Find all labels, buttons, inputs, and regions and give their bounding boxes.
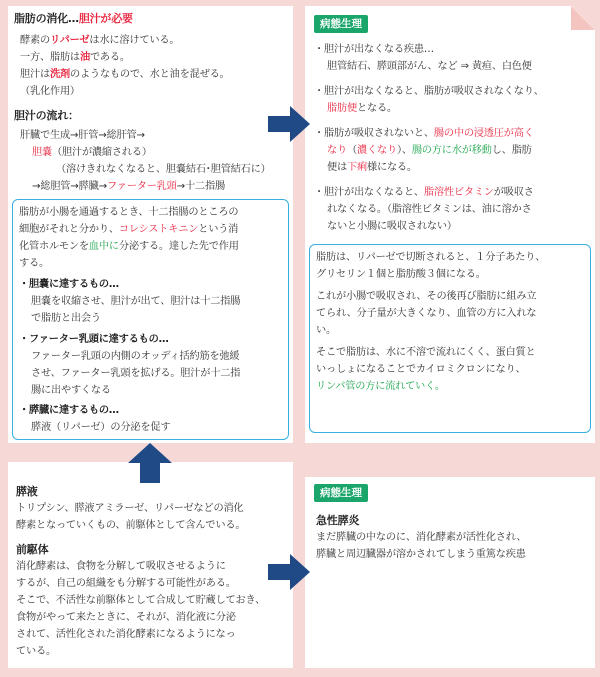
subheading: ・胆嚢に達するもの… (19, 279, 119, 290)
text-line: 一方、脂肪は油である。 (20, 52, 130, 63)
text-line: 胆管結石、膵頭部がん、など ⇒ 黄疸、白色便 (327, 61, 532, 72)
text-line: グリセリン１個と脂肪酸３個になる。 (316, 269, 486, 280)
text-line: これが小腸で吸収され、その後再び脂肪に組み立 (316, 291, 537, 302)
text-line: 胆嚢を収縮させ、胆汁が出て、胆汁は十二指腸 (31, 296, 241, 307)
text-line: するが、自己の組織をも分解する可能性がある。 (16, 578, 236, 589)
pathophysiology-tag: 病態生理 (314, 484, 368, 502)
text-line: 胆嚢（胆汁が濃縮される） (32, 147, 152, 158)
text-line: 肝臓で生成→肝管→総肝管→ (20, 130, 145, 141)
arrow-right-icon (268, 104, 312, 144)
text-line: →総胆管→膵臓→ファーター乳頭→十二指腸 (32, 181, 225, 192)
text-line: い。 (316, 325, 336, 336)
text-line: ・脂肪が吸収されないと、腸の中の浸透圧が高く (314, 128, 534, 139)
text-line: ・胆汁が出なくなると、脂溶性ビタミンが吸収さ (314, 187, 534, 198)
text-line: ・胆汁が出なくなる疾患… (314, 44, 434, 55)
text-line: する。 (19, 258, 49, 269)
text-line: てられ、分子量が大きくなり、血管の方に入れな (316, 308, 537, 319)
section-heading: 前駆体 (16, 543, 49, 556)
text-line: 便は下痢様になる。 (327, 162, 417, 173)
text-line: 細胞がそれと分かり、コレシストキニンという消 (19, 224, 239, 235)
page-fold-icon (571, 6, 595, 30)
text-line: そこで脂肪は、水に不溶で流れにくく、蛋白質と (316, 347, 536, 358)
text-line: （乳化作用） (20, 86, 80, 97)
text-line: 酵素のリパーゼは水に溶けている。 (20, 35, 180, 46)
flow-title: 胆汁の流れ： (14, 109, 79, 122)
arrow-right-icon (268, 552, 312, 592)
panel-title: 脂肪の消化…胆汁が必要 (14, 12, 133, 25)
text-line: 酵素となっていくもの、前駆体として含んでいる。 (16, 520, 246, 531)
section-heading: 膵液 (16, 485, 38, 498)
text-line: 胆汁は洗剤のようなもので、水と油を混ぜる。 (20, 69, 230, 80)
subheading: ・膵臓に達するもの… (19, 405, 119, 416)
text-line: 脂肪は、リパーゼで切断されると、１分子あたり、 (316, 252, 546, 263)
text-line: ・胆汁が出なくなると、脂肪が吸収されなくなり、 (314, 86, 544, 97)
acute-pancreatitis-panel (305, 477, 595, 668)
text-line: いっしょになることでカイロミクロンになり、 (316, 364, 526, 375)
arrow-up-icon (127, 443, 173, 483)
text-line: 膵液（リパーゼ）の分泌を促す (31, 422, 171, 433)
text-line: （溶けきれなくなると、胆嚢結石･胆管結石に） (56, 164, 271, 175)
subheading: ・ファーター乳頭に達するもの… (19, 334, 169, 345)
text-line: 食物がやって来たときに、それが、消化液に分泌 (16, 612, 236, 623)
text-line: ている。 (16, 646, 56, 657)
disease-title: 急性膵炎 (316, 514, 360, 527)
text-line: 膵臓と周辺臓器が溶かされてしまう重篤な疾患 (316, 549, 526, 560)
text-line: ないと小腸に吸収されない） (327, 221, 457, 232)
text-line: なり（濃くなり）、腸の方に水が移動し、脂肪 (327, 145, 532, 156)
text-line: まだ膵臓の中なのに、消化酵素が活性化され、 (316, 532, 527, 543)
text-line: されて、活性化された消化酵素になるようになっ (16, 629, 236, 640)
text-line: させ、ファーター乳頭を拡げる。胆汁が十二指 (31, 368, 241, 379)
text-line: 化管ホルモンを血中に分泌する。達した先で作用 (19, 241, 239, 252)
text-line: で脂肪と出会う (31, 313, 101, 324)
text-line: れなくなる。（脂溶性ビタミンは、油に溶かさ (327, 204, 532, 215)
text-line: リンパ管の方に流れていく。 (316, 381, 445, 392)
text-line: 脂肪が小腸を通過するとき、十二指腸のところの (19, 207, 239, 218)
text-line: 消化酵素は、食物を分解して吸収させるように (16, 561, 226, 572)
text-line: そこで、不活性な前駆体として合成して貯蔵しておき、 (16, 595, 266, 606)
text-line: ファーター乳頭の内側のオッディ括約筋を弛緩 (31, 351, 240, 362)
text-line: トリプシン、膵液アミラーゼ、リパーゼなどの消化 (16, 503, 244, 514)
text-line: 腸に出やすくなる (31, 385, 111, 396)
pathophysiology-tag: 病態生理 (314, 15, 368, 33)
text-line: 脂肪便となる。 (327, 103, 397, 114)
